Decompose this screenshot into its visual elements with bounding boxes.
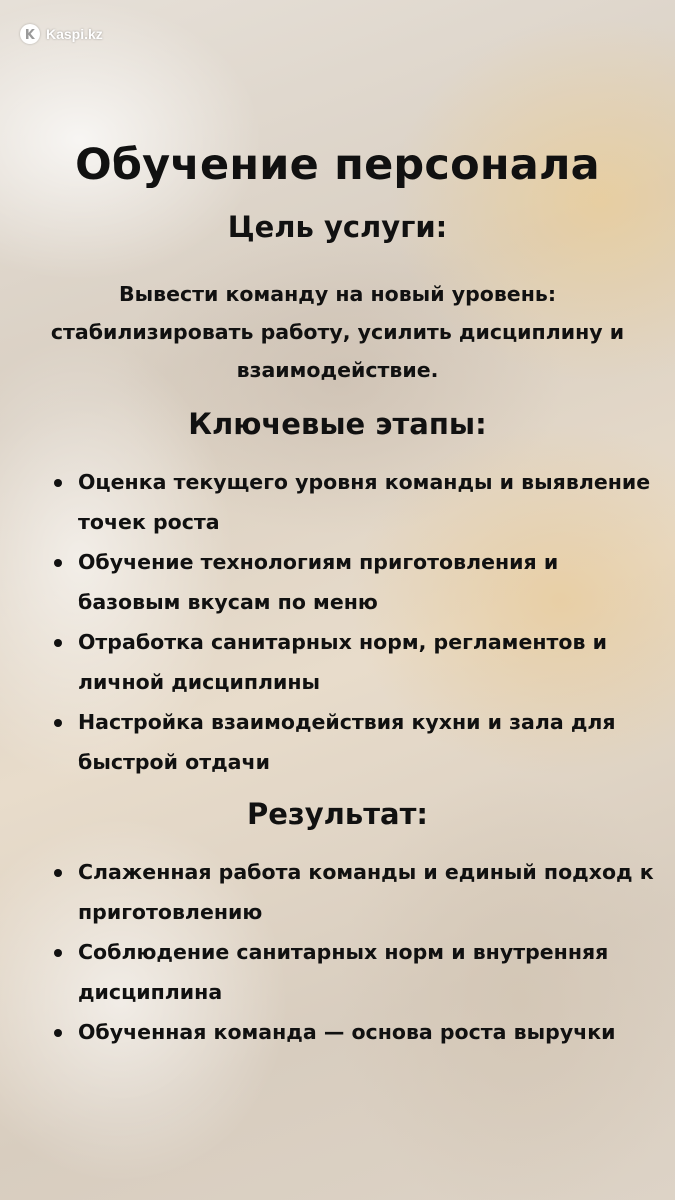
list-item xyxy=(54,542,654,622)
bullet-icon xyxy=(54,719,62,727)
list-item xyxy=(54,702,654,782)
list-item-text: Отработка санитарных норм, регламентов и личной дисциплины xyxy=(78,630,607,694)
list-item-text: Соблюдение санитарных норм и внутренняя дисциплина xyxy=(78,940,609,1004)
list-item-text: Обучение технологиям приготовления и базовым вкусам по меню xyxy=(78,550,559,614)
steps-list xyxy=(54,462,654,782)
list-item xyxy=(54,852,654,932)
list-item-text: Слаженная работа команды и единый подход к приготовлению xyxy=(78,860,654,924)
bullet-icon xyxy=(54,869,62,877)
bullet-icon xyxy=(54,949,62,957)
result-list xyxy=(54,852,654,1052)
list-item xyxy=(54,622,654,702)
bullet-icon xyxy=(54,639,62,647)
brand-watermark xyxy=(20,24,103,44)
bullet-icon xyxy=(54,479,62,487)
page-title: Обучение персонала xyxy=(75,140,600,190)
list-item xyxy=(54,1012,654,1052)
goal-text: Вывести команду на новый уровень: стабилизировать работу, усилить дисциплину и взаимодействие. xyxy=(50,282,625,382)
goal-heading: Цель услуги: xyxy=(227,210,448,244)
list-item-text: Обученная команда — основа роста выручки xyxy=(78,1020,616,1044)
list-item-text: Оценка текущего уровня команды и выявление точек роста xyxy=(78,470,651,534)
bullet-icon xyxy=(54,1029,62,1037)
brand-name: Kaspi.kz xyxy=(46,26,103,42)
list-item xyxy=(54,932,654,1012)
list-item xyxy=(54,462,654,542)
list-item-text: Настройка взаимодействия кухни и зала для быстрой отдачи xyxy=(78,710,616,774)
bullet-icon xyxy=(54,559,62,567)
steps-heading: Ключевые этапы: xyxy=(188,407,487,441)
kaspi-logo-icon xyxy=(20,24,40,44)
result-heading: Результат: xyxy=(246,797,429,831)
